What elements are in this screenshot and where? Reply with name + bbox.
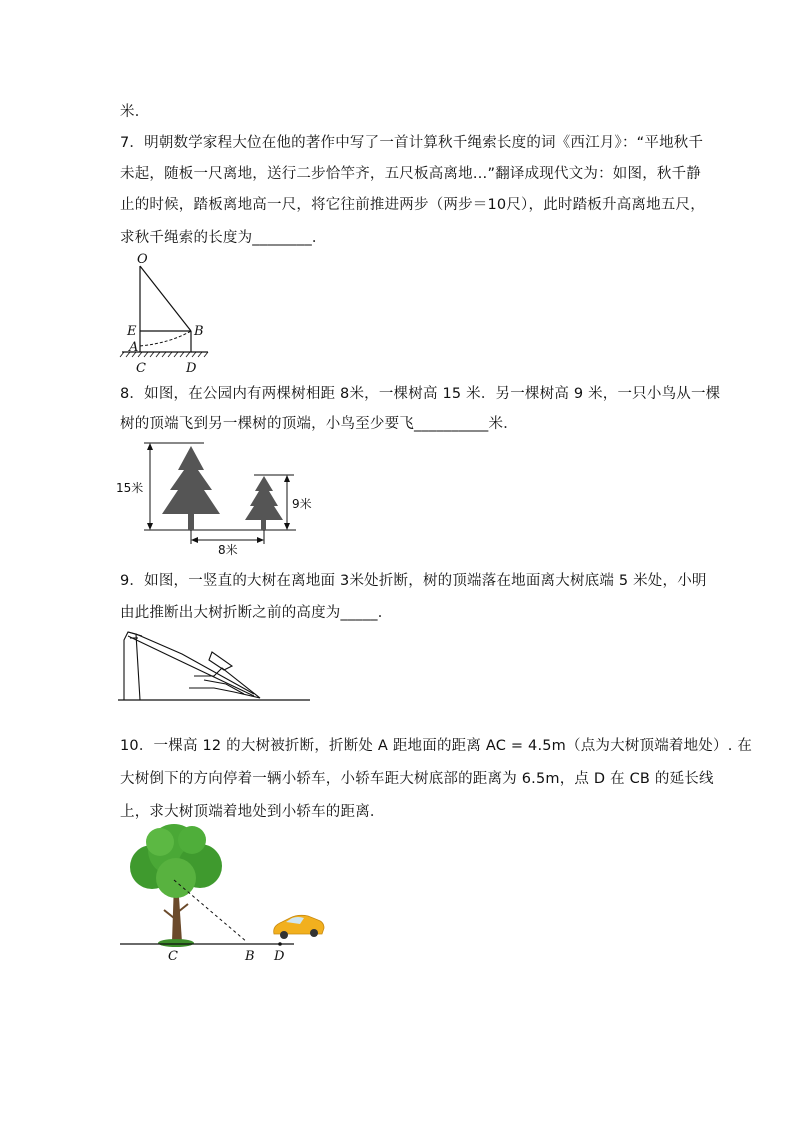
label-B: B xyxy=(194,324,204,339)
q8-line-2: 树的顶端飞到另一棵树的顶端，小鸟至少要飞__________米． xyxy=(120,416,518,432)
label-D: D xyxy=(274,949,285,964)
fallen-top-dashed-line xyxy=(174,880,247,942)
tree-icon xyxy=(130,824,222,947)
q8-line-1: 8．如图，在公园内有两棵树相距 8米，一棵树高 15 米．另一棵树高 9 米，一只小鸟从一棵 xyxy=(120,386,721,402)
swing-diagram xyxy=(112,250,222,378)
broken-tree-diagram xyxy=(114,628,314,708)
q9-line-1: 9．如图，一竖直的大树在离地面 3米处折断，树的顶端落在地面离大树底端 5 米处，小明 xyxy=(120,573,707,589)
label-C: C xyxy=(136,361,146,376)
label-C: C xyxy=(168,949,178,964)
label-15m: 15米 xyxy=(116,481,144,495)
swing-arc xyxy=(140,331,191,346)
rope-swung xyxy=(140,266,191,331)
tall-tree-icon xyxy=(162,446,220,530)
q9-line-2: 由此推断出大树折断之前的高度为_____． xyxy=(120,605,393,621)
label-9m: 9米 xyxy=(292,497,312,511)
q7-line-3: 止的时候，踏板离地高一尺，将它往前推进两步（两步＝10尺），此时踏板升高离地五尺， xyxy=(120,197,705,213)
car-icon xyxy=(274,915,324,939)
label-O: O xyxy=(137,252,148,267)
broken-tree-icon xyxy=(124,632,260,700)
q6-tail-text: 米． xyxy=(120,104,150,120)
two-trees-diagram xyxy=(114,438,324,560)
label-E: E xyxy=(127,324,137,339)
q7-line-1: 7．明朝数学家程大位在他的著作中写了一首计算秋千绳索长度的词《西江月》：“平地秋千 xyxy=(120,135,704,151)
q10-line-3: 上，求大树顶端着地处到小轿车的距离． xyxy=(120,804,385,820)
tree-and-car-diagram xyxy=(114,822,334,966)
q10-line-1: 10．一棵高 12 的大树被折断，折断处 A 距地面的距离 AC = 4.5m（点为大树顶端着地处）. 在 xyxy=(120,738,753,754)
q7-line-4: 求秋千绳索的长度为________． xyxy=(120,230,327,246)
label-8m: 8米 xyxy=(218,543,238,557)
label-D: D xyxy=(186,361,197,376)
short-tree-icon xyxy=(245,476,283,530)
label-A: A xyxy=(129,340,139,355)
q10-line-2: 大树倒下的方向停着一辆小轿车，小轿车距大树底部的距离为 6.5m，点 D 在 CB 的延长线 xyxy=(120,771,714,787)
label-B: B xyxy=(245,949,255,964)
q7-line-2: 未起，随板一尺离地，送行二步恰竿齐，五尺板高离地…”翻译成现代文为：如图，秋千静 xyxy=(120,166,702,182)
